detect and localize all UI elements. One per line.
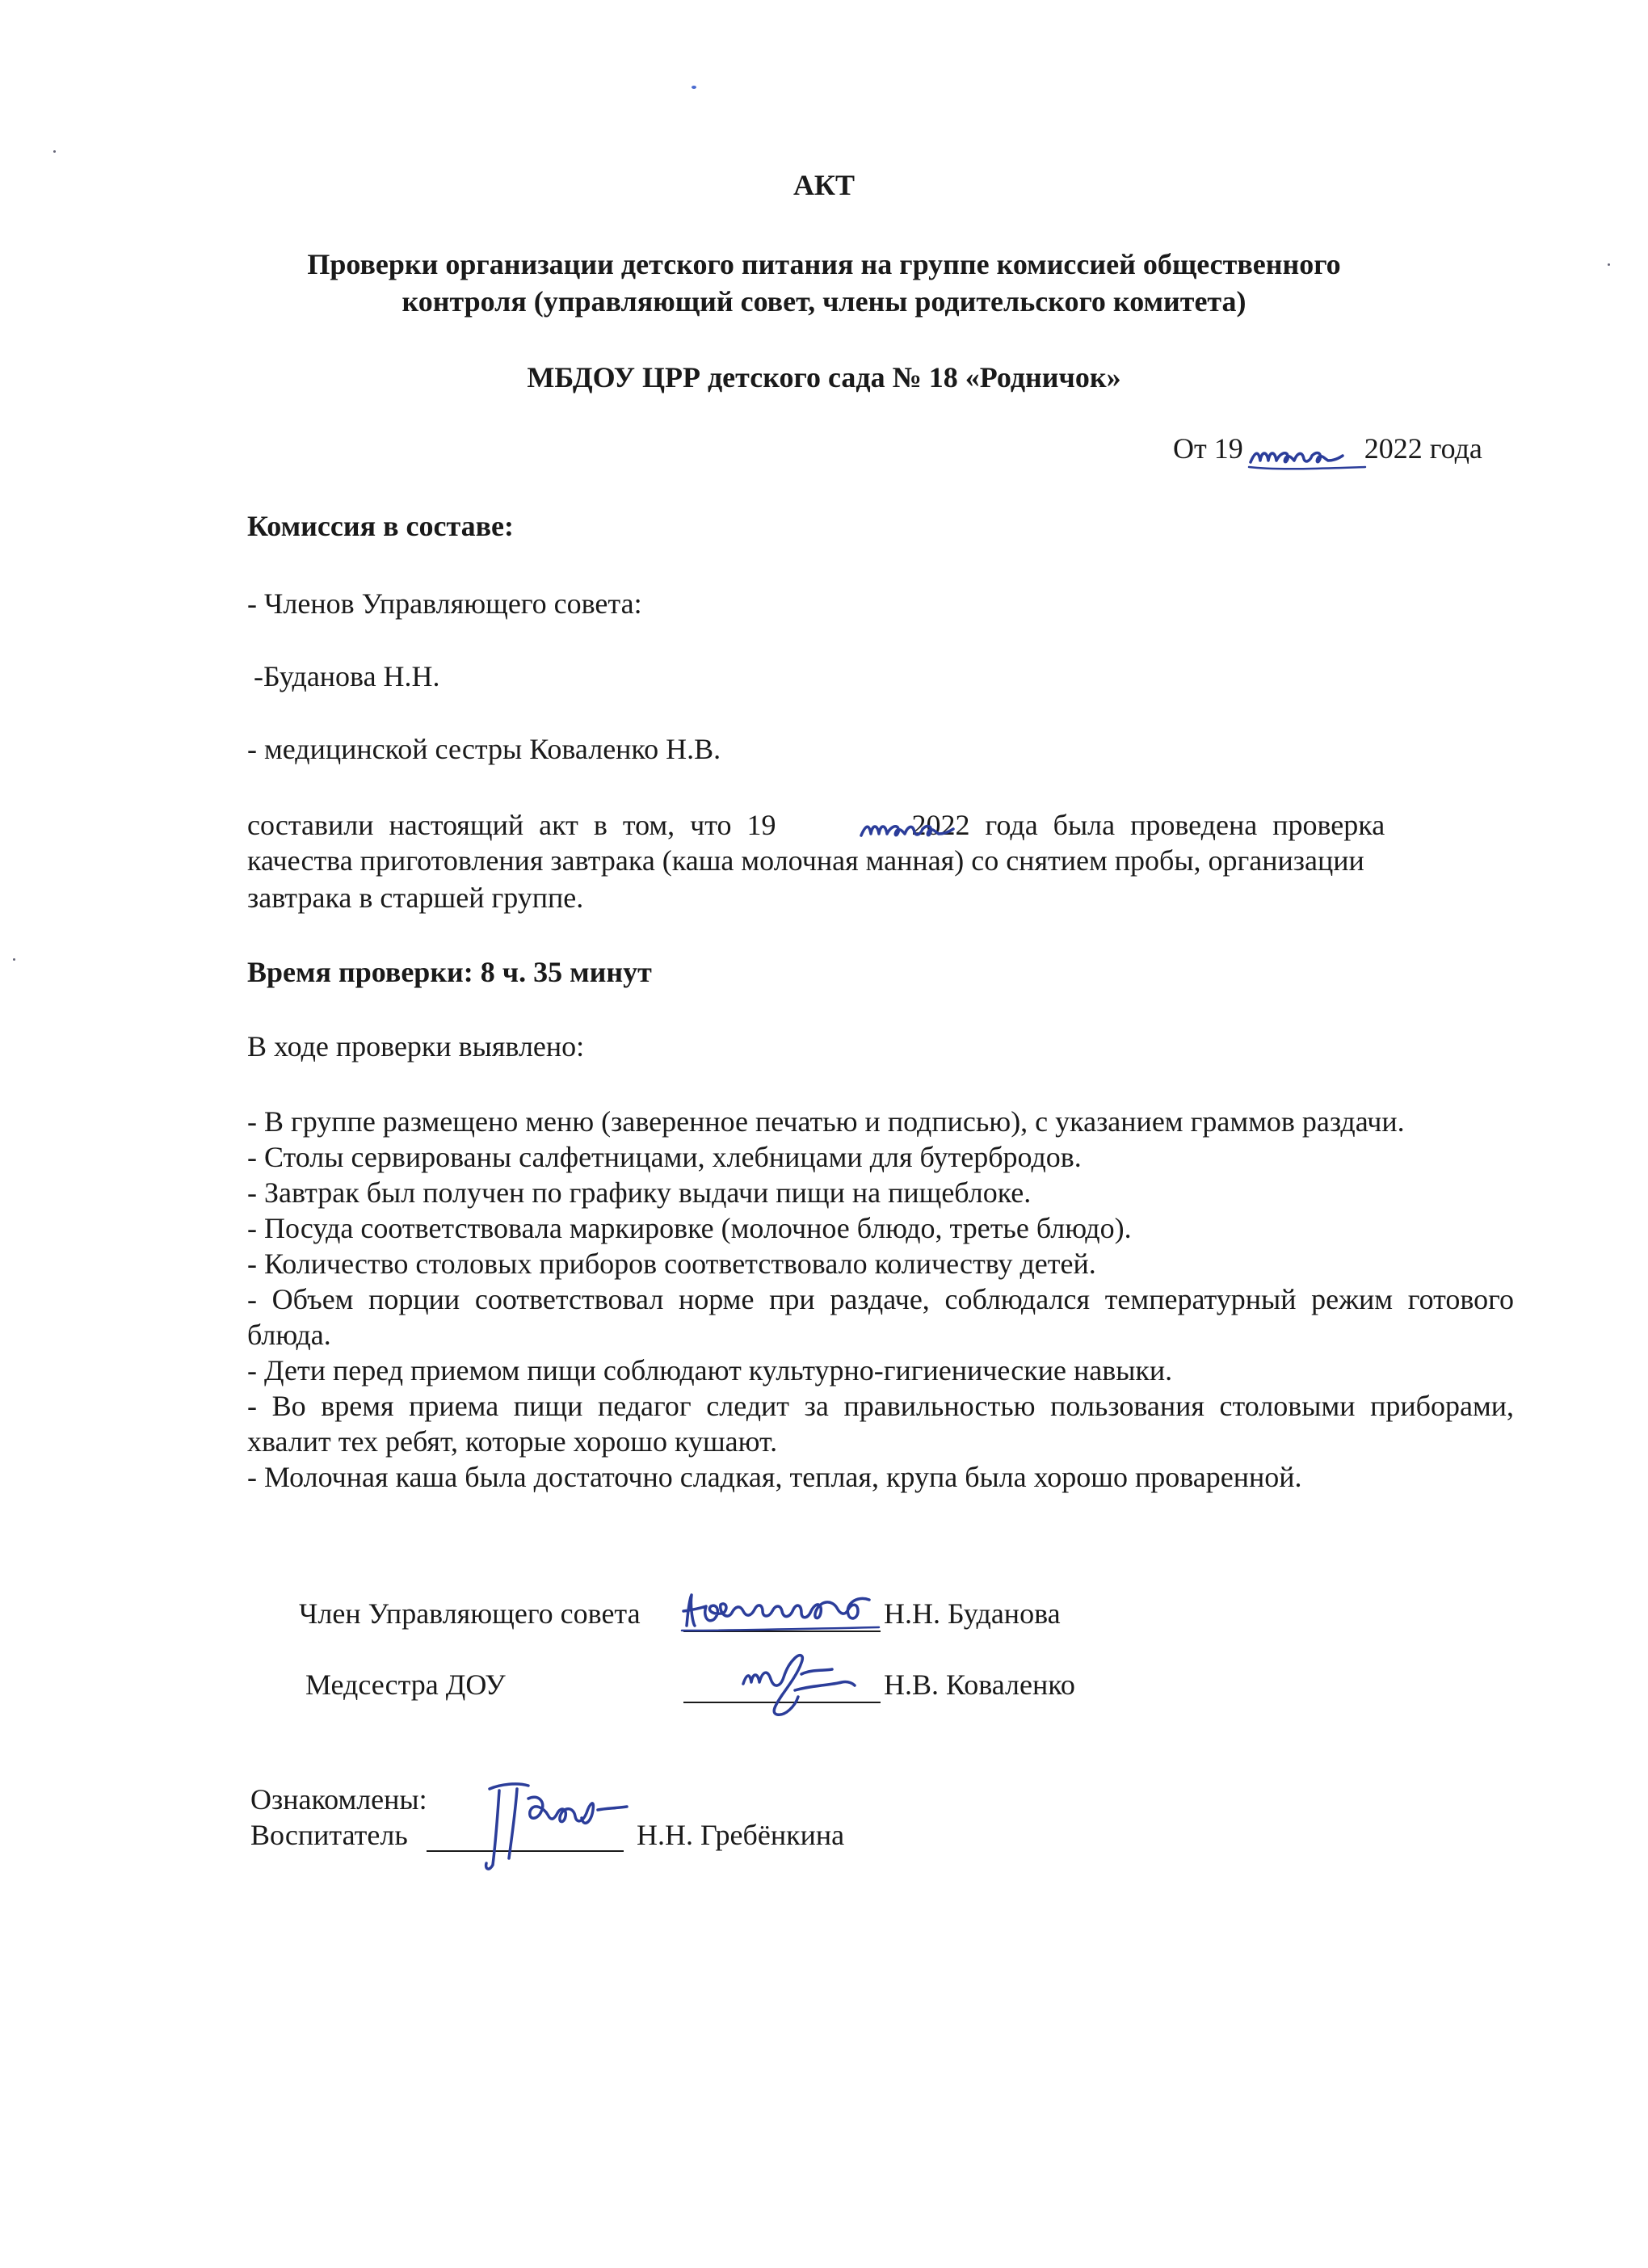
findings-intro: В ходе проверки выявлено: — [247, 1030, 585, 1062]
acknowledged-name: Н.Н. Гребёнкина — [637, 1819, 845, 1851]
acknowledged-label: Ознакомлены: — [250, 1783, 427, 1816]
finding-item: - Посуда соответствовала маркировке (молочное блюдо, третье блюдо). — [247, 1212, 1132, 1244]
signature-kovalenko — [711, 1637, 872, 1726]
finding-item: - Столы сервированы салфетницами, хлебницами для бутербродов. — [247, 1141, 1082, 1173]
handwritten-month-statement — [855, 803, 984, 848]
signature-role-council: Член Управляющего совета — [299, 1597, 641, 1630]
signature-budanova — [679, 1584, 889, 1640]
commission-heading: Комиссия в составе: — [247, 510, 514, 542]
handwritten-month-date — [1244, 427, 1373, 475]
statement-before: составили настоящий акт в том, что 19 — [247, 809, 776, 841]
finding-item: - Количество столовых приборов соответствовало количеству детей. — [247, 1248, 1096, 1280]
finding-item: - Завтрак был получен по графику выдачи пищи на пищеблоке. — [247, 1176, 1032, 1209]
check-time: Время проверки: 8 ч. 35 минут — [247, 956, 652, 988]
signature-name-kovalenko: Н.В. Коваленко — [884, 1668, 1075, 1701]
statement-after: 2022 года была проведена проверка — [911, 809, 1385, 841]
finding-item: - Во время приема пищи педагог следит за правильностью пользования столовыми приборами, хвалит тех ребят, которые хорошо кушают. — [247, 1390, 1514, 1458]
finding-item: - В группе размещено меню (заверенное печатью и подписью), с указанием граммов раздачи. — [247, 1105, 1405, 1138]
statement-line-2: качества приготовления завтрака (каша молочная манная) со снятием пробы, организации — [247, 844, 1364, 877]
date-suffix: 2022 года — [1364, 432, 1482, 465]
signature-name-budanova: Н.Н. Буданова — [884, 1597, 1061, 1630]
members-intro: - Членов Управляющего совета: — [247, 587, 642, 620]
finding-item: - Дети перед приемом пищи соблюдают культурно-гигиенические навыки. — [247, 1354, 1173, 1386]
finding-item: - Объем порции соответствовал норме при раздаче, соблюдался температурный режим готового блюда. — [247, 1283, 1514, 1351]
date-prefix: От 19 — [1173, 432, 1243, 465]
signature-role-nurse: Медсестра ДОУ — [305, 1668, 506, 1701]
finding-item: - Молочная каша была достаточно сладкая, теплая, крупа была хорошо проваренной. — [247, 1461, 1302, 1493]
statement-line-3: завтрака в старшей группе. — [247, 882, 584, 914]
findings-list — [247, 1104, 1514, 1495]
signature-grebenkina — [460, 1774, 638, 1879]
scan-speck — [53, 150, 56, 153]
institution-name: МБДОУ ЦРР детского сада № 18 «Родничок» — [527, 361, 1121, 393]
document-title: АКТ — [792, 169, 856, 201]
member-budanova: -Буданова Н.Н. — [254, 660, 440, 692]
document-subtitle-line-2: контроля (управляющий совет, члены родительского комитета) — [401, 285, 1247, 318]
scan-speck — [692, 86, 696, 89]
document-subtitle-line-1: Проверки организации детского питания на группе комиссией общественного — [307, 248, 1341, 280]
acknowledged-role: Воспитатель — [250, 1819, 408, 1851]
scan-speck — [13, 958, 15, 961]
member-kovalenko: - медицинской сестры Коваленко Н.В. — [247, 733, 721, 765]
